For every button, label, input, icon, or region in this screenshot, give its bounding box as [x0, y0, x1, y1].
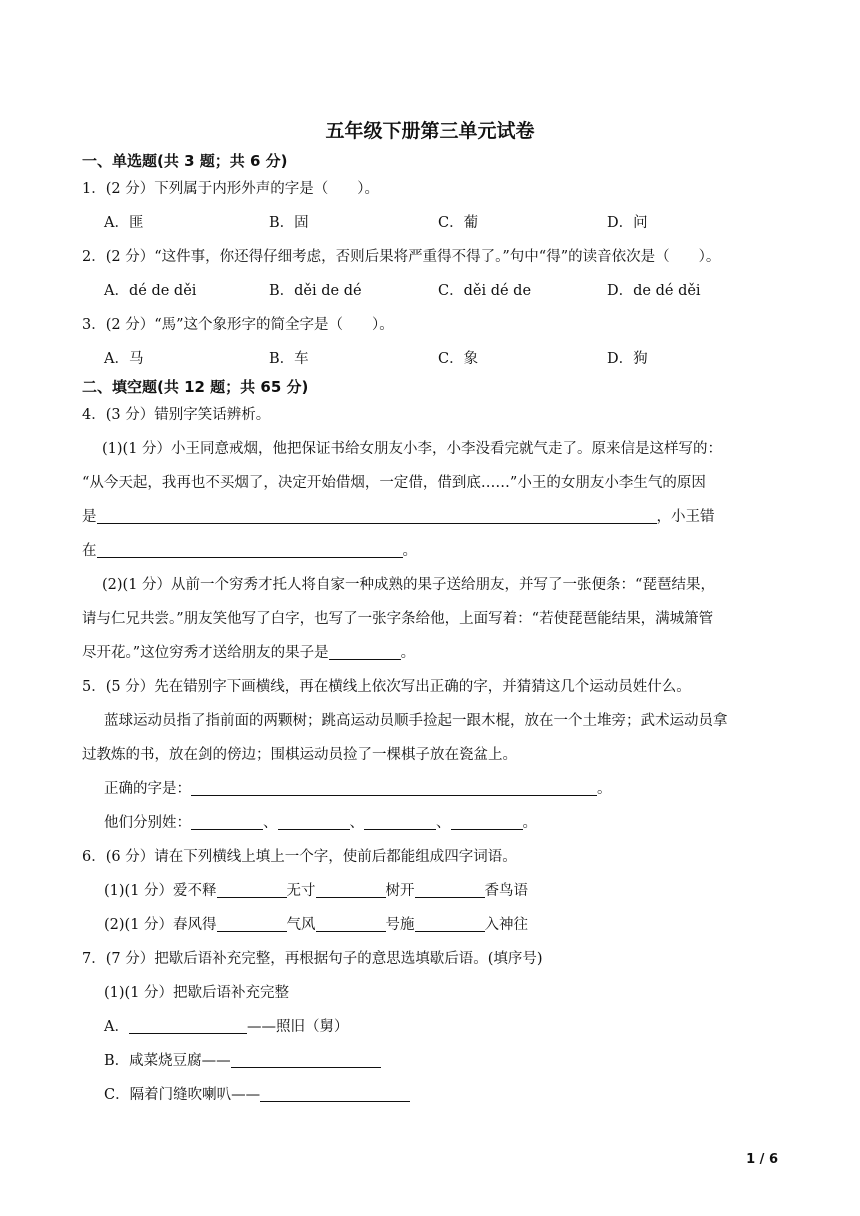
option-a[interactable]: A．dé de děi	[104, 283, 197, 299]
answer-blank[interactable]	[364, 813, 436, 830]
option-a[interactable]: A．匪	[104, 215, 144, 231]
answer-blank[interactable]	[260, 1085, 410, 1102]
question-7-part-1: (1)(1 分）把歇后语补充完整	[104, 985, 290, 1001]
question-6-row-1: (1)(1 分）爱不释 无寸 树开 香鸟语	[104, 883, 529, 899]
answer-blank[interactable]	[451, 813, 523, 830]
answer-blank[interactable]	[217, 915, 287, 932]
question-5-stem: 5．(5 分）先在错别字下画横线，再在横线上依次写出正确的字，并猜猜这几个运动员姓什么。	[82, 679, 691, 695]
question-4-part-1-line-2: “从今天起，我再也不买烟了，决定开始借烟，一定借，借到底……”小王的女朋友小李生气的原因	[82, 475, 706, 491]
option-c[interactable]: C．象	[438, 351, 479, 367]
answer-blank[interactable]	[329, 643, 401, 660]
question-5-surnames: 他们分别姓： 、 、 、 。	[104, 815, 537, 831]
answer-blank[interactable]	[316, 881, 386, 898]
question-4-part-2-line-2: 请与仁兄共尝。”朋友笑他写了白字，也写了一张字条给他，上面写着：“若使琵琶能结果，满城箫管	[82, 611, 714, 627]
question-4-part-1-line-3: 是 ，小王错	[82, 509, 715, 525]
answer-blank[interactable]	[415, 915, 485, 932]
option-c[interactable]: C．葡	[438, 215, 479, 231]
answer-blank[interactable]	[316, 915, 386, 932]
question-4-part-1-line-4: 在 。	[82, 543, 417, 559]
option-b[interactable]: B．固	[269, 215, 309, 231]
question-3-stem: 3．(2 分）“馬”这个象形字的简全字是（ ）。	[82, 317, 394, 333]
option-d[interactable]: D．问	[607, 215, 648, 231]
option-c[interactable]: C．děi dé de	[438, 283, 532, 299]
question-7-item-a: A． ——照旧（舅）	[104, 1019, 349, 1035]
question-7-item-c: C．隔着门缝吹喇叭——	[104, 1085, 410, 1105]
question-4-stem: 4．(3 分）错别字笑话辨析。	[82, 407, 271, 423]
question-5-text-line-1: 蓝球运动员指了指前面的两颗树；跳高运动员顺手捡起一跟木棍，放在一个土堆旁；武术运动员拿	[104, 713, 728, 729]
option-b[interactable]: B．děi de dé	[269, 283, 362, 299]
question-4-part-2-line-1: (2)(1 分）从前一个穷秀才托人将自家一种成熟的果子送给朋友，并写了一张便条：“琵琶结果，	[102, 577, 715, 593]
section-heading-fill-blank: 二、填空题(共 12 题；共 65 分)	[82, 378, 309, 396]
question-7-item-b: B．咸菜烧豆腐——	[104, 1051, 381, 1071]
answer-blank[interactable]	[415, 881, 485, 898]
option-d[interactable]: D．狗	[607, 351, 648, 367]
option-b[interactable]: B．车	[269, 351, 309, 367]
question-1-stem: 1．(2 分）下列属于内形外声的字是（ ）。	[82, 181, 379, 197]
question-5-correct-chars: 正确的字是： 。	[104, 781, 612, 797]
question-6-stem: 6．(6 分）请在下列横线上填上一个字，使前后都能组成四字词语。	[82, 849, 517, 865]
question-4-part-2-line-3: 尽开花。”这位穷秀才送给朋友的果子是 。	[82, 645, 416, 661]
answer-blank[interactable]	[191, 779, 597, 796]
answer-blank[interactable]	[278, 813, 350, 830]
answer-blank[interactable]	[129, 1017, 247, 1034]
option-a[interactable]: A．马	[104, 351, 144, 367]
answer-blank[interactable]	[97, 541, 403, 558]
page-number: 1 / 6	[746, 1152, 778, 1167]
question-6-row-2: (2)(1 分）春风得 气风 号施 入神往	[104, 917, 529, 933]
option-d[interactable]: D．de dé děi	[607, 283, 701, 299]
answer-blank[interactable]	[97, 507, 657, 524]
question-7-stem: 7．(7 分）把歇后语补充完整，再根据句子的意思选填歇后语。(填序号)	[82, 951, 543, 967]
answer-blank[interactable]	[231, 1051, 381, 1068]
question-5-text-line-2: 过教炼的书，放在剑的傍边；围棋运动员捡了一棵棋子放在瓷盆上。	[82, 747, 517, 763]
question-4-part-1-line-1: (1)(1 分）小王同意戒烟，他把保证书给女朋友小李，小李没看完就气走了。原来信是这样写的：	[102, 441, 723, 457]
exam-title: 五年级下册第三单元试卷	[325, 120, 535, 142]
section-heading-single-choice: 一、单选题(共 3 题；共 6 分)	[82, 152, 288, 170]
answer-blank[interactable]	[191, 813, 263, 830]
question-2-stem: 2．(2 分）“这件事，你还得仔细考虑，否则后果将严重得不得了。”句中“得”的读音依次是（ ）。	[82, 249, 721, 265]
answer-blank[interactable]	[217, 881, 287, 898]
